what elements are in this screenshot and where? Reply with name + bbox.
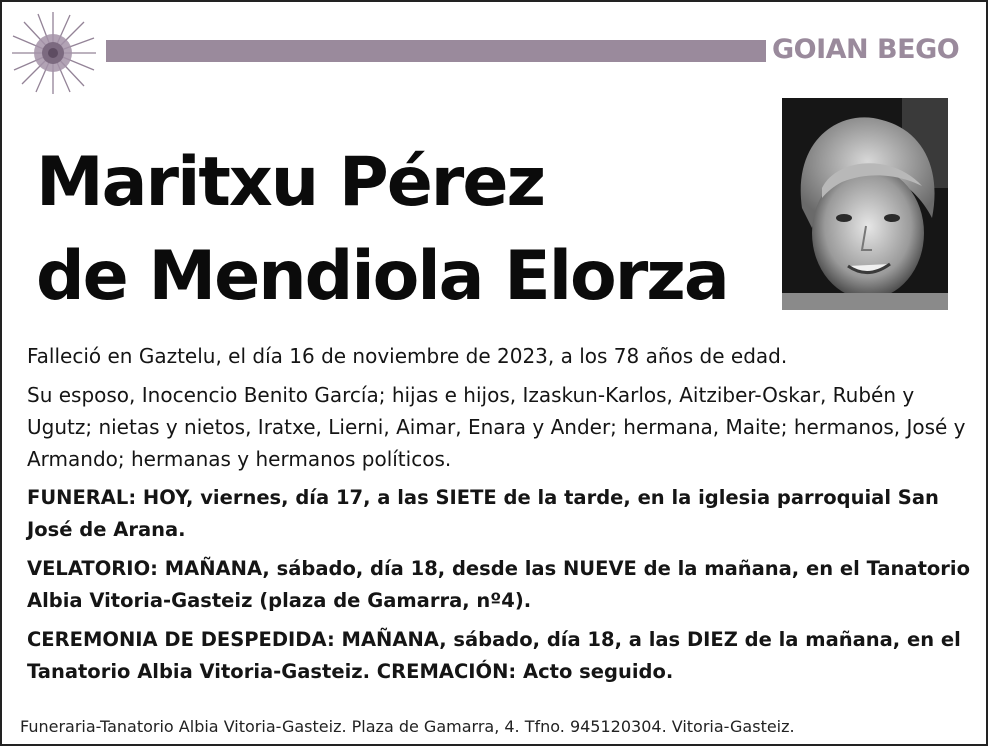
tagline: GOIAN BEGO bbox=[772, 34, 960, 65]
funeral-home-footer: Funeraria-Tanatorio Albia Vitoria-Gasteiz. Plaza de Gamarra, 4. Tfno. 945120304. Vitoria-Gasteiz. bbox=[20, 717, 795, 736]
deceased-name bbox=[36, 136, 728, 324]
portrait-photo bbox=[782, 98, 948, 310]
name-line-2: de Mendiola Elorza bbox=[36, 237, 728, 316]
obituary-body bbox=[27, 340, 972, 695]
family-list: Su esposo, Inocencio Benito García; hijas e hijos, Izaskun-Karlos, Aitziber-Oskar, Rubén y Ugutz; nietas y nietos, Iratxe, Lierni, Aimar, Enara y Ander; hermana, Maite; hermanos, José y Armando; hermanas y hermanos políticos. bbox=[27, 383, 966, 471]
thistle-flower-icon bbox=[8, 10, 98, 96]
death-notice: Falleció en Gaztelu, el día 16 de noviembre de 2023, a los 78 años de edad. bbox=[27, 344, 788, 368]
ceremonia-info: CEREMONIA DE DESPEDIDA: MAÑANA, sábado, día 18, a las DIEZ de la mañana, en el Tanatorio Albia Vitoria-Gasteiz. CREMACIÓN: Acto seguido. bbox=[27, 628, 961, 683]
funeral-info: FUNERAL: HOY, viernes, día 17, a las SIETE de la tarde, en la iglesia parroquial San José de Arana. bbox=[27, 486, 939, 541]
velatorio-info: VELATORIO: MAÑANA, sábado, día 18, desde las NUEVE de la mañana, en el Tanatorio Albia Vitoria-Gasteiz (plaza de Gamarra, nº4). bbox=[27, 557, 970, 612]
name-line-1: Maritxu Pérez bbox=[36, 143, 545, 222]
header-stripe bbox=[106, 40, 766, 62]
